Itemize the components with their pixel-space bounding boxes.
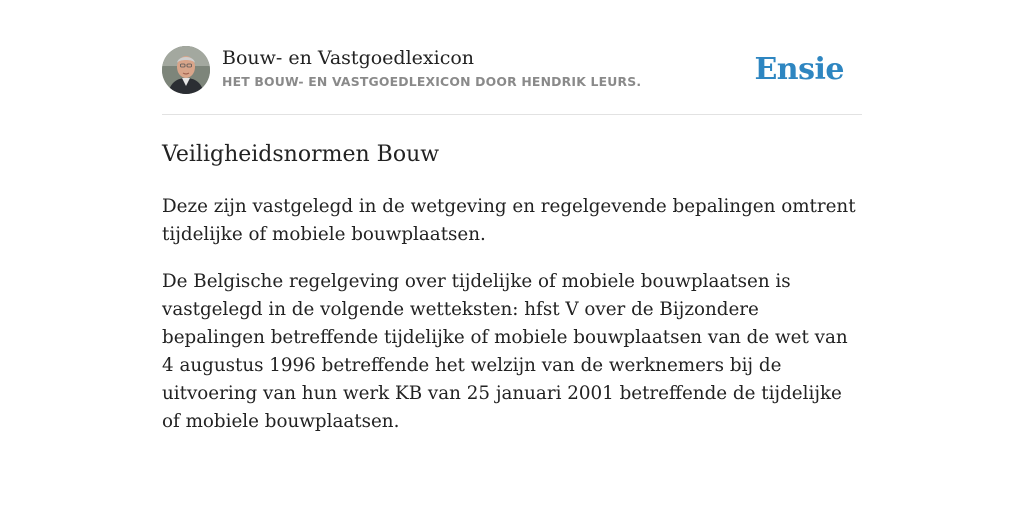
definition-paragraph: De Belgische regelgeving over tijdelijke of mobiele bouwplaatsen is vastgelegd in de volgende wetteksten: hfst V over de Bijzondere bepalingen betreffende tijdelijke of mobiele bouwplaatsen van de wet van 4 augustus 1996 betreffende het welzijn van de werknemers bij de uitvoering van hun werk KB van 25 januari 2001 betreffende de tijdelijke of mobiele bouwplaatsen. [162,271,848,432]
entry-title: Veiligheidsnormen Bouw [162,142,440,167]
lexicon-subtitle: HET BOUW- EN VASTGOEDLEXICON DOOR HENDRIK LEURS. [222,74,642,89]
page-content [162,46,862,436]
lexicon-title[interactable]: Bouw- en Vastgoedlexicon [222,47,475,69]
lexicon-header [162,46,862,115]
avatar[interactable] [162,46,210,94]
ensie-logo[interactable]: Ensie [754,52,844,87]
entry-definition [162,193,862,436]
definition-paragraph: Deze zijn vastgelegd in de wetgeving en regelgevende bepalingen omtrent tijdelijke of mobiele bouwplaatsen. [162,196,856,245]
author-portrait-icon [162,46,210,94]
